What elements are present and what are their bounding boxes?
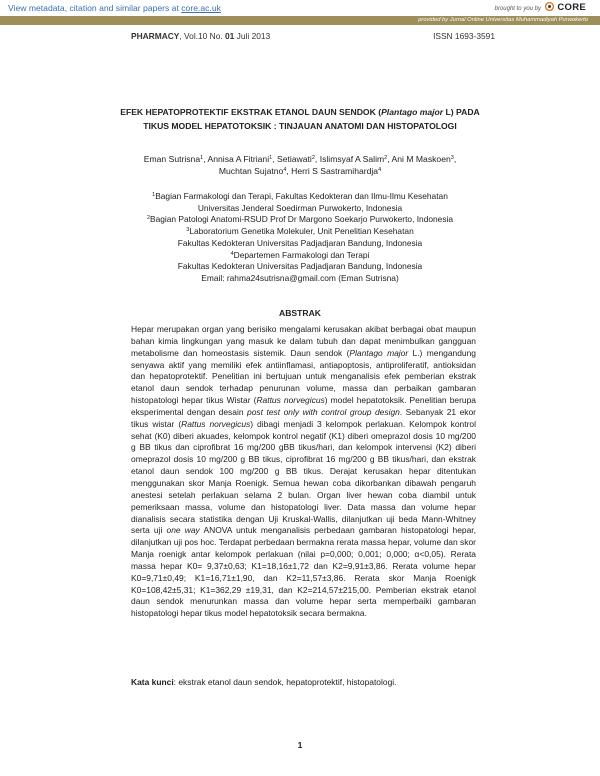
author-list: Eman Sutrisna$^1$, Annisa A Fitriani$^1$, Setiawati$^2$, Islimsyaf A Salim$^2$, Ani M Maskoen$^3$, Muchtan Sujatno$^4$, Herri S Sastramihardja$^4$ [143, 154, 457, 176]
contact-email: Email: rahma24sutrisna@gmail.com (Eman Sutrisna) [201, 272, 399, 283]
keywords: Kata kunci: ekstrak etanol daun sendok, hepatoprotektif, histopatologi. [131, 677, 397, 687]
author: Ani M Maskoen [391, 154, 451, 164]
author: Setiawati [276, 154, 312, 164]
keywords-label: Kata kunci [131, 677, 174, 687]
paper-title: EFEK HEPATOPROTEKTIF EKSTRAK ETANOL DAUN SENDOK (Plantago major L) PADA TIKUS MODEL HEPATOTOKSIK : TINJAUAN ANATOMI DAN HISTOPATOLOGI [120, 107, 480, 131]
abstract-body: Hepar merupakan organ yang berisiko mengalami kerusakan akibat berbagai obat maupun bahan kimia lingkungan yang masuk ke dalam tubuh dan dapat menimbulkan gangguan metabolisme dan homeostasis sistemik. Daun sendok (Plantago major L.) mengandung senyawa aktif yang memiliki efek antiinflamasi, antiapoptosis, antiproliferatif, antioksidan dan hepatoprotektif. Penelitian ini bertujuan untuk menganalisis efek pemberian ekstrak etanol daun sendok terhadap penurunan volume, massa dan perbaikan gambaran histopatologi hepar tikus Wistar (Rattus norvegicus) model hepatotoksik. Penelitian berupa eksperimental dengan desain post test only with control group design. Sebanyak 21 ekor tikus wistar (Rattus norvegicus) dibagi menjadi 3 kelompok perlakuan. Kelompok kontrol sehat (K0) diberi akuades, kelompok kontrol negatif (K1) diberi omeprazol dosis 10 mg/200 g BB tikus dan ciprofibrat 16 mg/200 gBB tikus/hari, dan kelompok intervensi (K2) diberi omeprazol dosis 10 mg/200 g BB tikus, ciprofibrat 16 mg/200 g BB tikus/hari, dan ekstrak etanol daun sendok 100 mg/200 g BB tikus. Derajat kerusakan hepar ditentukan menggunakan skor Manja Roenigk. Semua hewan coba dikorbankan dibawah pengaruh anestesi setelah perlakuan selama 2 bulan. Organ liver hewan coba diambil untuk pemeriksaan massa, volume dan histopatologi liver. Data massa dan volume hepar dianalisis secara statistika dengan Uji Kruskal-Wallis, dilanjutkan uji beda Mann-Whitney serta uji one way ANOVA untuk menganalisis perbedaan gambaran histopatologi hepar, dilanjutkan uji pos hoc. Terdapat perbedaan bermakna rerata massa hepar, volume dan skor Manja roenigk antar kelompok perlakuan (nilai p=0,000; 0,001; 0,000; α<0,05). Rerata massa hepar K0= 9,37±0,63; K1=18,16±1,72 dan K2=9,91±3,86. Rerata volume hepar K0=9,71±0,49; K1=16,71±1,90, dan K2=11,57±3,86. Rerata skor Manja Roenigk K0=108,42±5,31; K1=362,29 ±19,31, dan K2=214,57±215,00. Pemberian ekstrak etanol daun sendok menurunkan massa dan volume hepar serta memperbaiki gambaran histopatologi hepar tikus model hepatotoksik secara bermakna. [131, 324, 476, 619]
core-brand-name: CORE [557, 2, 586, 13]
brought-by-text: brought to you by [494, 6, 541, 12]
provided-by-strip [0, 16, 600, 25]
email-address[interactable]: rahma24sutrisna@gmail.com [226, 272, 336, 283]
author: Eman Sutrisna [143, 154, 201, 164]
core-brand[interactable] [495, 2, 586, 13]
journal-citation: PHARMACY, Vol.10 No. 01 Juli 2013 [131, 31, 271, 41]
core-metadata-link[interactable]: View metadata, citation and similar papers at core.ac.uk [8, 3, 221, 13]
abstract-heading: ABSTRAK [278, 308, 321, 318]
author: Annisa A Fitriani [207, 154, 270, 164]
author: Islimsyaf A Salim [319, 154, 385, 164]
provided-by-text[interactable]: provided by Jurnal Online Universitas Muhammadiyah Purwokerto [418, 17, 588, 23]
affiliations: $^1$Bagian Farmakologi dan Terapi, Fakultas Kedokteran dan Ilmu-Ilmu Kesehatan Universitas Jenderal Soedirman Purwokerto, Indonesia $^2$Bagian Patologi Anatomi-RSUD Prof Dr Margono Soekarjo Purwokerto, Indonesia $^3$Laboratorium Genetika Molekuler, Unit Penelitian Kesehatan Fakultas Kedokteran Universitas Padjadjaran Bandung, Indonesia $^4$Departemen Farmakologi dan Terapi Fakultas Kedokteran Universitas Padjadjaran Bandung, Indonesia Email: rahma24sutrisna@gmail.com (Eman Sutrisna) [110, 191, 490, 285]
issn: ISSN 1693-3591 [433, 31, 495, 41]
author: Muchtan Sujatno [218, 166, 284, 176]
core-banner [0, 0, 600, 26]
page-number: 1 [297, 740, 303, 750]
core-logo-icon [545, 2, 554, 11]
author: Herri S Sastramihardja [291, 166, 379, 176]
